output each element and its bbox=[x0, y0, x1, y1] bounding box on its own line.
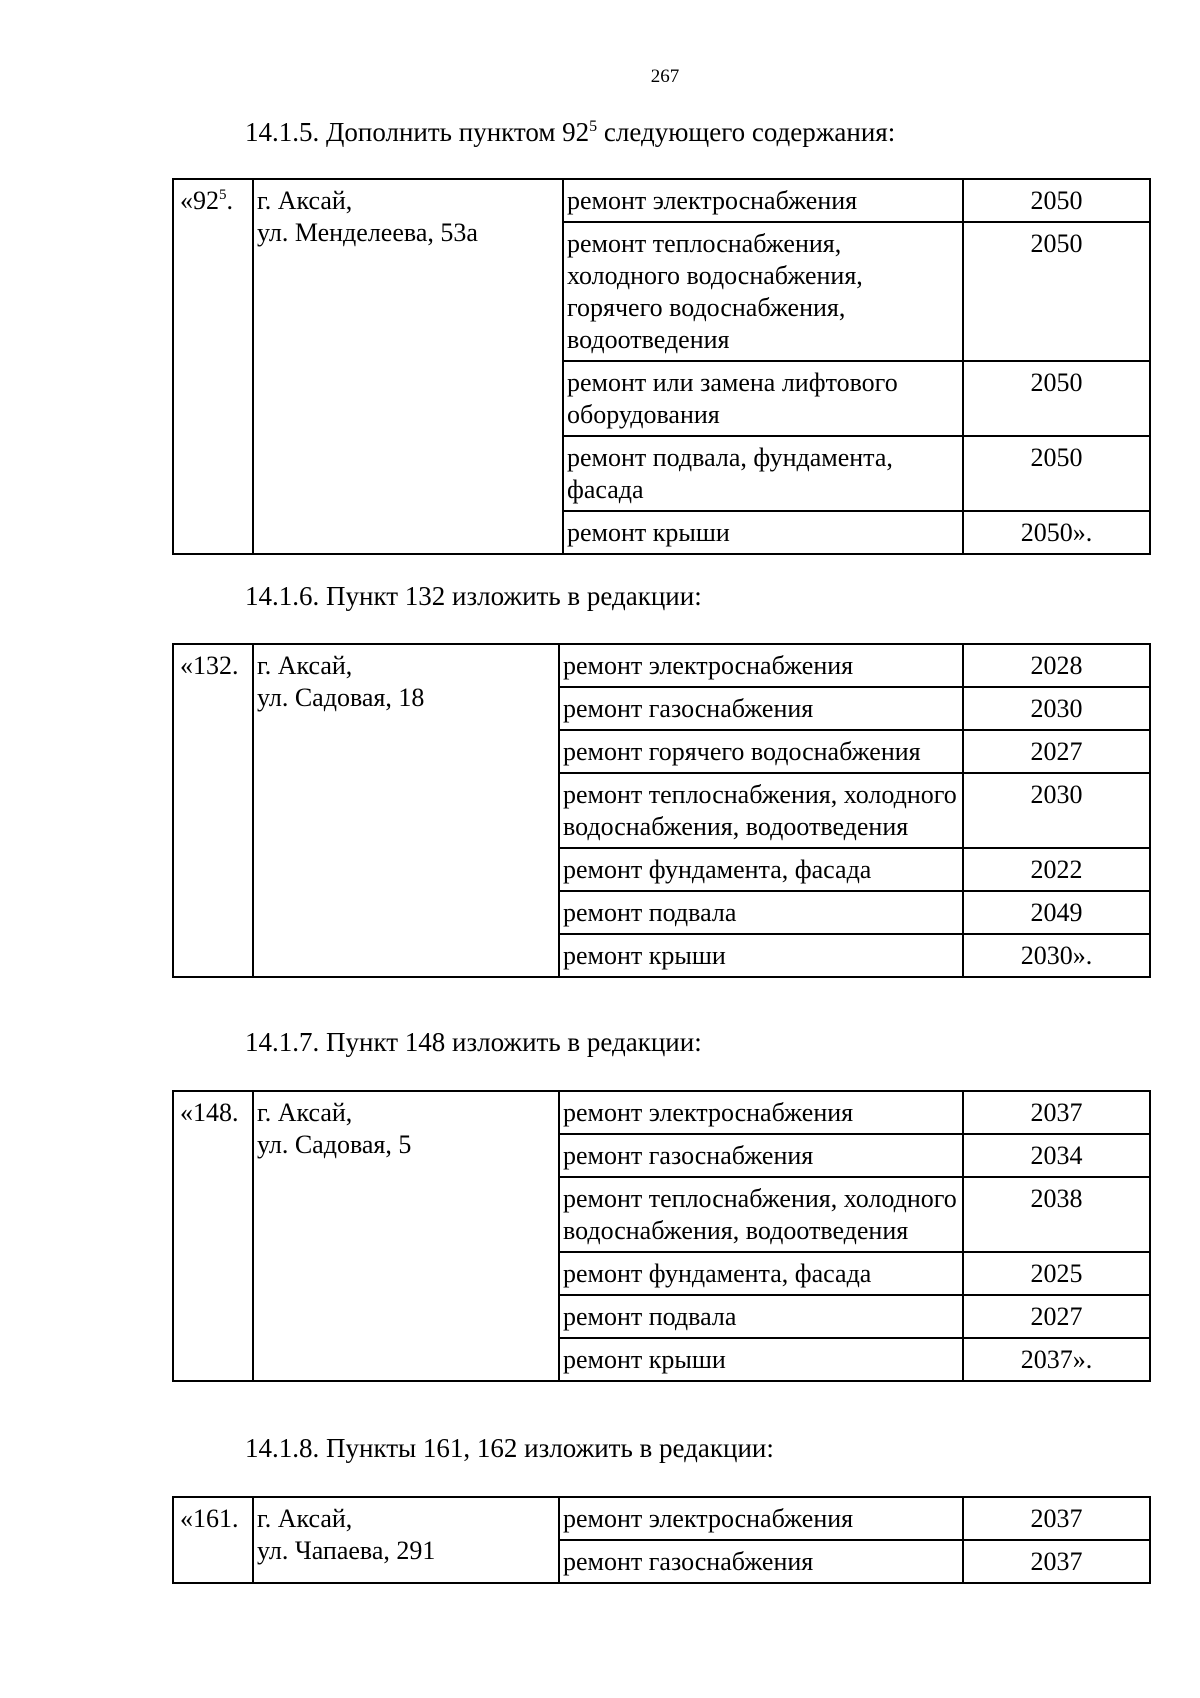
address-street: ул. Садовая, 18 bbox=[257, 683, 425, 712]
work-type: ремонт или замена лифтового оборудования bbox=[563, 361, 963, 436]
work-year: 2027 bbox=[963, 1295, 1150, 1338]
page-number: 267 bbox=[650, 66, 680, 87]
address-cell bbox=[253, 644, 559, 977]
work-type: ремонт электроснабжения bbox=[559, 1497, 963, 1540]
work-type: ремонт крыши bbox=[559, 934, 963, 977]
work-type: ремонт газоснабжения bbox=[559, 1540, 963, 1583]
heading-text-tail: следующего содержания: bbox=[597, 117, 896, 147]
work-year: 2037». bbox=[963, 1338, 1150, 1381]
amendment-table-92-5 bbox=[172, 178, 1151, 555]
work-year: 2050 bbox=[963, 361, 1150, 436]
work-type: ремонт электроснабжения bbox=[559, 1091, 963, 1134]
address-cell bbox=[253, 1497, 559, 1583]
work-year: 2037 bbox=[963, 1091, 1150, 1134]
section-heading-14-1-5 bbox=[245, 116, 895, 148]
address-street: ул. Менделеева, 53а bbox=[257, 218, 478, 247]
work-year: 2050». bbox=[963, 511, 1150, 554]
work-type: ремонт теплоснабжения, холодного водоснабжения, горячего водоснабжения, водоотведения bbox=[563, 222, 963, 361]
work-year: 2049 bbox=[963, 891, 1150, 934]
work-year: 2050 bbox=[963, 179, 1150, 222]
heading-superscript: 5 bbox=[589, 118, 598, 135]
work-type: ремонт газоснабжения bbox=[559, 1134, 963, 1177]
heading-text: 14.1.8. Пункты 161, 162 изложить в редакции: bbox=[245, 1433, 774, 1463]
address-city: г. Аксай, bbox=[257, 186, 353, 215]
work-type: ремонт крыши bbox=[559, 1338, 963, 1381]
work-type: ремонт теплоснабжения, холодного водоснабжения, водоотведения bbox=[559, 773, 963, 848]
work-year: 2050 bbox=[963, 222, 1150, 361]
amendment-table-148 bbox=[172, 1090, 1151, 1382]
work-year: 2037 bbox=[963, 1497, 1150, 1540]
address-city: г. Аксай, bbox=[257, 1504, 353, 1533]
address-city: г. Аксай, bbox=[257, 1098, 353, 1127]
work-type: ремонт крыши bbox=[563, 511, 963, 554]
section-heading-14-1-7 bbox=[245, 1026, 702, 1058]
heading-text: 14.1.7. Пункт 148 изложить в редакции: bbox=[245, 1027, 702, 1057]
work-type: ремонт газоснабжения bbox=[559, 687, 963, 730]
address-city: г. Аксай, bbox=[257, 651, 353, 680]
work-type: ремонт электроснабжения bbox=[563, 179, 963, 222]
work-type: ремонт теплоснабжения, холодного водоснабжения, водоотведения bbox=[559, 1177, 963, 1252]
work-type: ремонт электроснабжения bbox=[559, 644, 963, 687]
item-number: «148. bbox=[173, 1091, 253, 1381]
work-type: ремонт подвала bbox=[559, 1295, 963, 1338]
address-cell bbox=[253, 1091, 559, 1381]
work-year: 2050 bbox=[963, 436, 1150, 511]
work-type: ремонт подвала, фундамента, фасада bbox=[563, 436, 963, 511]
work-year: 2027 bbox=[963, 730, 1150, 773]
section-heading-14-1-6 bbox=[245, 580, 702, 612]
item-number: «161. bbox=[173, 1497, 253, 1583]
item-number: «132. bbox=[173, 644, 253, 977]
heading-text: 14.1.6. Пункт 132 изложить в редакции: bbox=[245, 581, 702, 611]
work-year: 2022 bbox=[963, 848, 1150, 891]
work-type: ремонт подвала bbox=[559, 891, 963, 934]
work-year: 2025 bbox=[963, 1252, 1150, 1295]
amendment-table-132 bbox=[172, 643, 1151, 978]
amendment-table-161 bbox=[172, 1496, 1151, 1584]
work-type: ремонт горячего водоснабжения bbox=[559, 730, 963, 773]
work-year: 2028 bbox=[963, 644, 1150, 687]
heading-text: 14.1.5. Дополнить пунктом 92 bbox=[245, 117, 590, 147]
work-year: 2030 bbox=[963, 773, 1150, 848]
section-heading-14-1-8 bbox=[245, 1432, 774, 1464]
work-type: ремонт фундамента, фасада bbox=[559, 848, 963, 891]
work-type: ремонт фундамента, фасада bbox=[559, 1252, 963, 1295]
work-year: 2030 bbox=[963, 687, 1150, 730]
item-number: «$92^5$. bbox=[173, 179, 253, 554]
address-street: ул. Чапаева, 291 bbox=[257, 1536, 436, 1565]
address-street: ул. Садовая, 5 bbox=[257, 1130, 412, 1159]
work-year: 2038 bbox=[963, 1177, 1150, 1252]
work-year: 2037 bbox=[963, 1540, 1150, 1583]
work-year: 2030». bbox=[963, 934, 1150, 977]
work-year: 2034 bbox=[963, 1134, 1150, 1177]
address-cell bbox=[253, 179, 563, 554]
